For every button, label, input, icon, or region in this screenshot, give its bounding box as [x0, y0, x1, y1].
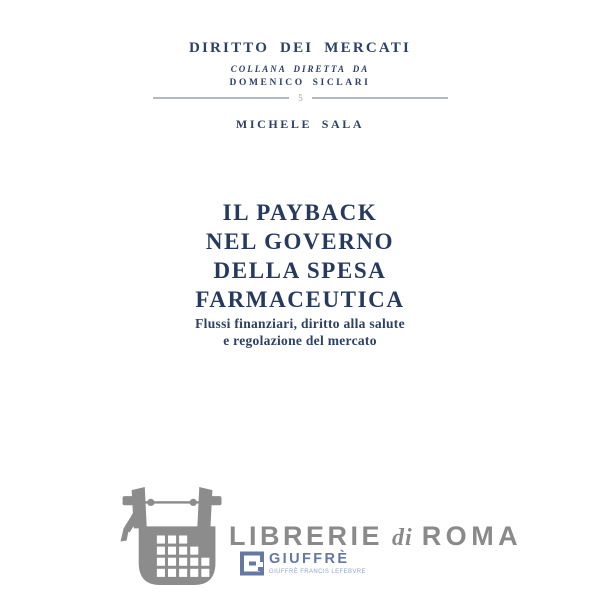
book-subtitle-line: Flussi finanziari, diritto alla salute: [195, 316, 405, 331]
typewriter-icon: [113, 482, 225, 589]
bookstore-word-roma: ROMA: [421, 521, 523, 551]
bookstore-word-di: di: [392, 525, 413, 551]
book-title-line: FARMACEUTICA: [195, 287, 405, 312]
publisher-logo: [240, 551, 366, 576]
giuffre-square-g-icon: [240, 551, 264, 576]
series-collana-line: COLLANA DIRETTA DA: [230, 64, 370, 74]
publisher-name: GIUFFRÈ: [269, 551, 350, 567]
publisher-subline: GIUFFRÈ FRANCIS LEFEBVRE: [269, 569, 366, 575]
divider-line-right: [312, 97, 448, 100]
book-title-line: NEL GOVERNO: [205, 229, 395, 254]
series-header: [0, 40, 600, 88]
book-title: [0, 198, 600, 314]
book-title-line: DELLA SPESA: [213, 258, 387, 283]
book-subtitle: [0, 315, 600, 349]
series-title: DIRITTO DEI MERCATI: [188, 40, 412, 56]
series-director: DOMENICO SICLARI: [229, 78, 371, 88]
bookstore-word-librerie: LIBRERIE: [229, 521, 384, 551]
volume-number: 5: [298, 92, 303, 103]
book-subtitle-line: e regolazione del mercato: [223, 333, 377, 348]
divider-line-left: [153, 97, 289, 100]
series-divider: [153, 93, 448, 103]
book-title-line: IL PAYBACK: [222, 200, 378, 225]
author-name: MICHELE SALA: [235, 117, 365, 131]
bookstore-wordmark: [229, 521, 522, 552]
